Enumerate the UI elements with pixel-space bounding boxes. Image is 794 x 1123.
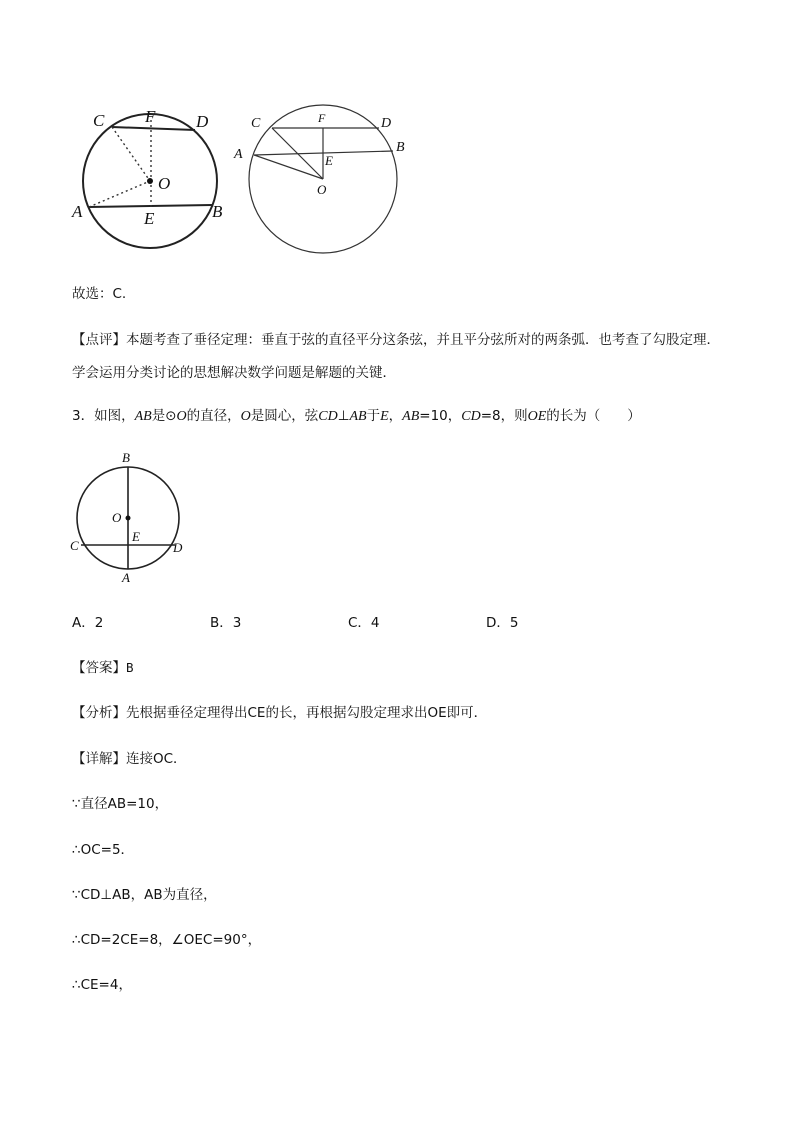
label-d: D — [173, 540, 183, 555]
answer-line — [72, 658, 134, 678]
option-d: D．5 — [486, 615, 519, 631]
label-c: C — [251, 116, 261, 131]
step-line: ∴CE=4， — [72, 977, 132, 993]
label-e: E — [325, 153, 333, 168]
label-b: B — [212, 202, 223, 221]
step-line: ∵CD⊥AB，AB为直径， — [72, 887, 217, 903]
question-3: 3．如图，AB是⊙O的直径，O是圆心，弦CD⊥AB于E，AB=10，CD=8，则OE的长为（ ） — [72, 408, 641, 424]
label-f: F — [318, 111, 326, 125]
chord-cd — [112, 127, 195, 130]
comment-body: 本题考查了垂径定理：垂直于弦的直径平分这条弦，并且平分弦所对的两条弧．也考查了勾股定理．学会运用分类讨论的思想解决数学问题是解题的关键． — [72, 332, 720, 381]
center-dot — [126, 516, 131, 521]
label-f: F — [145, 107, 156, 126]
circle-figure-3 — [64, 448, 194, 588]
segment-ao — [254, 155, 323, 179]
analysis-line — [72, 703, 487, 723]
analysis-body: 先根据垂径定理得出CE的长，再根据勾股定理求出OE即可． — [126, 705, 488, 721]
detail-tag: 【详解】 — [72, 751, 126, 767]
comment-tag: 【点评】 — [72, 332, 126, 348]
label-o: O — [112, 510, 122, 525]
label-d: D — [381, 116, 392, 131]
comment-paragraph — [72, 324, 722, 390]
option-b: B．3 — [210, 615, 242, 631]
answer-choice: 故选：C. — [72, 286, 127, 302]
dotted-ao — [89, 181, 150, 207]
answer-value: B — [126, 660, 134, 675]
center-dot — [147, 178, 153, 184]
circle-figure-2 — [228, 105, 418, 260]
label-o: O — [158, 174, 171, 193]
label-o: O — [317, 182, 327, 197]
analysis-tag: 【分析】 — [72, 705, 126, 721]
option-c: C．4 — [348, 615, 380, 631]
label-c: C — [70, 538, 79, 553]
label-c: C — [93, 111, 105, 130]
detail-body: 连接OC． — [126, 751, 187, 767]
label-b: B — [122, 450, 130, 465]
circle-figure-1 — [60, 100, 240, 270]
detail-line — [72, 749, 187, 769]
step-line: ∵直径AB=10， — [72, 796, 169, 812]
label-e: E — [144, 209, 155, 228]
label-a: A — [72, 202, 83, 221]
label-a: A — [122, 570, 130, 585]
answer-tag: 【答案】 — [72, 660, 126, 676]
step-line: ∴OC=5． — [72, 842, 135, 858]
label-d: D — [196, 112, 209, 131]
label-e: E — [132, 529, 140, 544]
step-line: ∴CD=2CE=8，∠OEC=90°， — [72, 932, 262, 948]
option-a: A．2 — [72, 615, 104, 631]
dotted-co — [112, 127, 150, 181]
label-b: B — [396, 140, 405, 155]
label-a: A — [234, 147, 243, 162]
